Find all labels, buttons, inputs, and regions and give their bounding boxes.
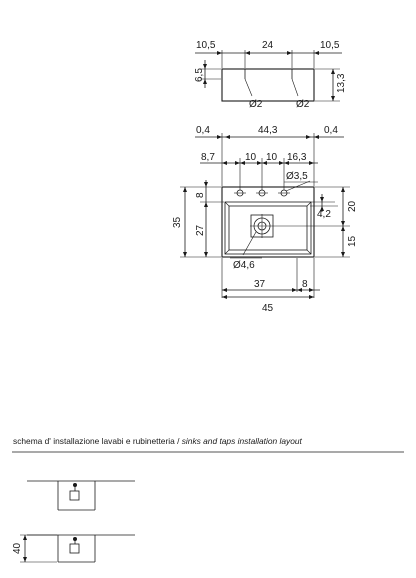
install-1-drain [70, 491, 79, 500]
install-2-tap [73, 537, 77, 541]
top-dim-height-right: 13,3 [336, 73, 347, 93]
front-dim-top-center: 44,3 [258, 125, 278, 136]
front-dim-right-upper: 20 [347, 200, 358, 212]
caption-italian: schema d' installazione lavabi e rubinetteria / [13, 436, 180, 446]
install-schema-2 [12, 535, 135, 562]
front-dim-row2-b: 10 [245, 152, 257, 163]
top-dim-right: 10,5 [320, 40, 340, 51]
install-schema-1 [27, 481, 135, 510]
front-dim-top-right: 0,4 [324, 125, 338, 136]
caption [13, 436, 302, 446]
front-view-basin-inner [229, 206, 307, 250]
front-dim-left-upper: 8 [195, 192, 206, 198]
top-dim-left: 10,5 [196, 40, 216, 51]
front-view-basin-outer [225, 202, 311, 254]
install-dim-height: 40 [12, 542, 23, 554]
top-hole-label-1: Ø2 [249, 99, 263, 110]
install-2-drain [70, 544, 79, 553]
front-dim-row2-a: 8,7 [201, 152, 215, 163]
front-dim-left-total: 35 [172, 216, 183, 228]
front-view [172, 125, 358, 314]
top-view [194, 40, 347, 110]
tap-hole-label: Ø3,5 [286, 171, 308, 182]
front-dim-right-lower: 15 [347, 235, 358, 247]
front-view-body [222, 187, 314, 257]
top-dim-height-left: 6,5 [194, 68, 205, 82]
install-1-tap [73, 483, 77, 487]
front-dim-bottom-b: 8 [302, 279, 308, 290]
front-dim-row2-c: 10 [266, 152, 278, 163]
front-dim-top-left: 0,4 [196, 125, 210, 136]
front-dim-bottom-a: 37 [254, 279, 266, 290]
front-dim-right-inner: 4,2 [317, 209, 331, 220]
front-dim-left-lower: 27 [195, 224, 206, 236]
front-dim-row2-d: 16,3 [287, 152, 307, 163]
front-dim-bottom-total: 45 [262, 303, 274, 314]
top-dim-center: 24 [262, 40, 274, 51]
top-hole-label-2: Ø2 [296, 99, 310, 110]
top-view-body [222, 69, 314, 101]
drain-label: Ø4,6 [233, 260, 255, 271]
caption-english: sinks and taps installation layout [181, 436, 302, 446]
